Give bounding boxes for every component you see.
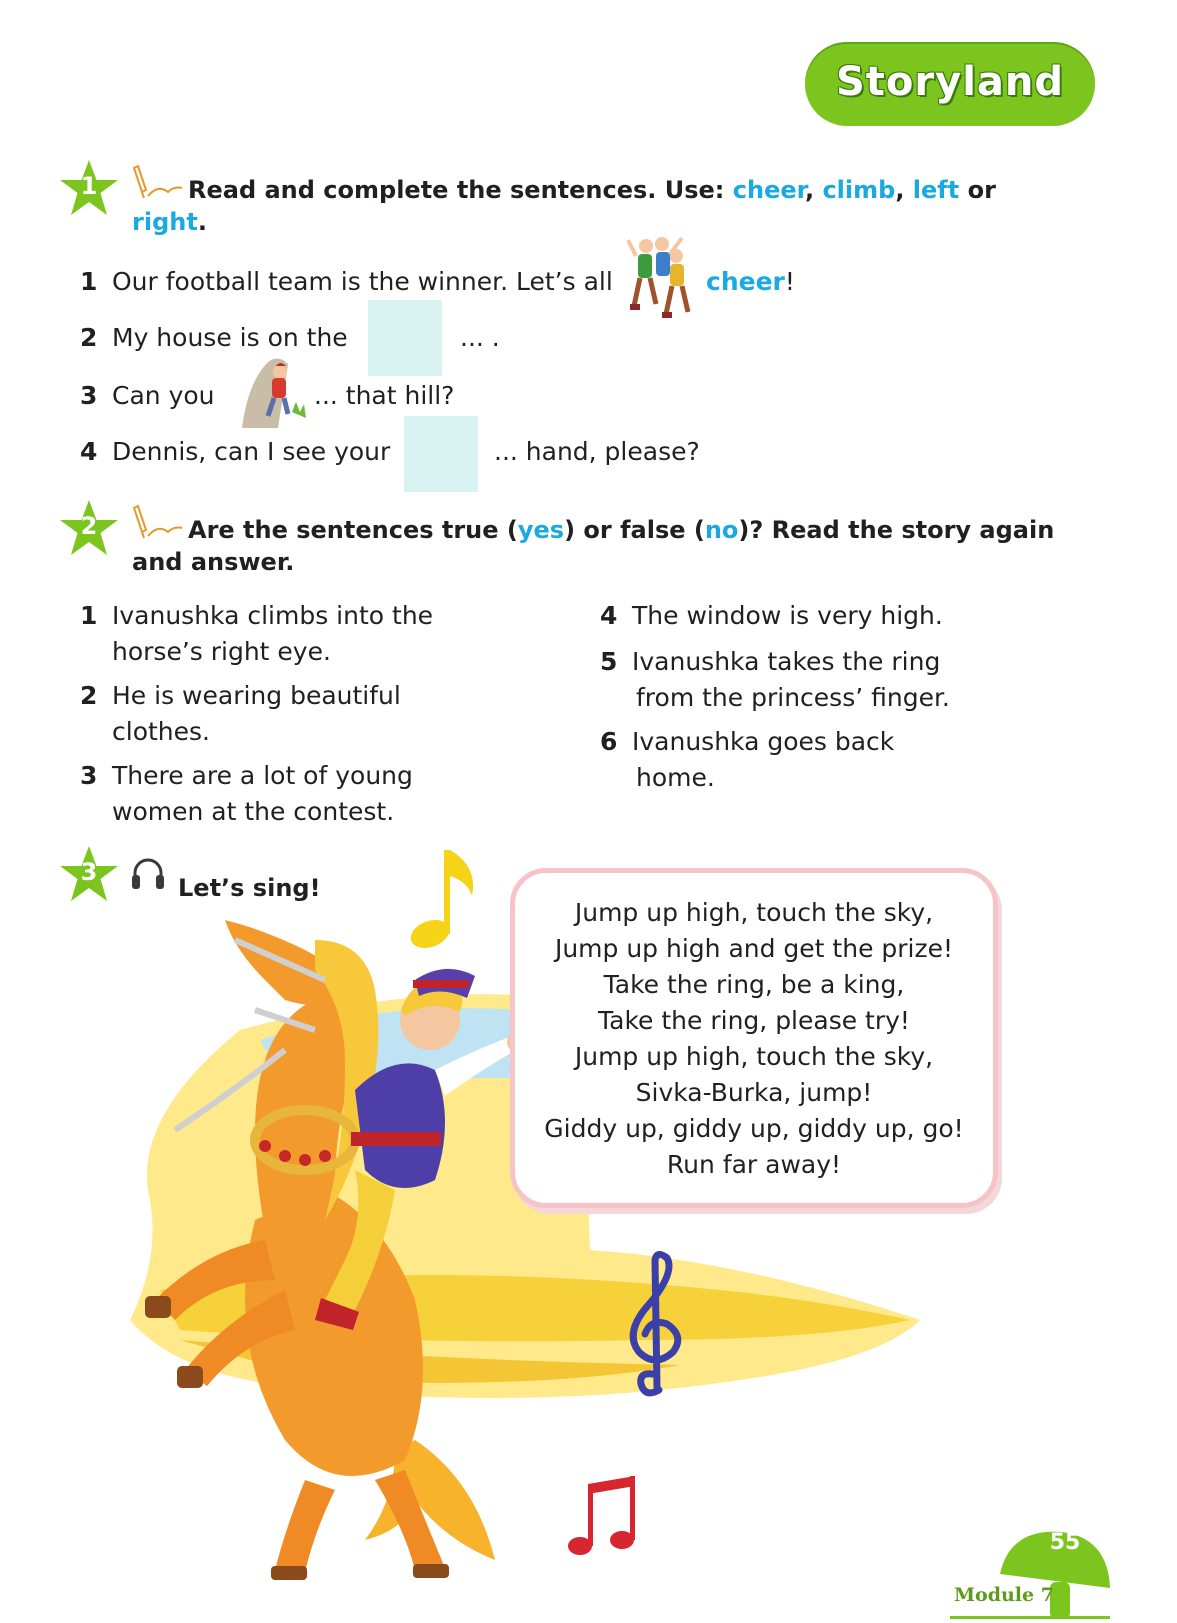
left-hand-picture-box <box>368 300 442 376</box>
cheering-children-picture <box>622 234 694 324</box>
item-text: Our football team is the winner. Let’s all <box>112 267 613 296</box>
word-no: no <box>704 516 739 544</box>
ex2-item-1 <box>80 598 433 670</box>
red-music-note-icon <box>566 1470 646 1560</box>
song-line: Run far away! <box>666 1150 842 1179</box>
exercise-2-number: 2 <box>80 512 98 540</box>
song-line: Jump up high, touch the sky, <box>574 1042 934 1071</box>
song-line: Sivka-Burka, jump! <box>635 1078 873 1107</box>
pencil-icon <box>128 162 186 202</box>
exercise-1-number: 1 <box>80 172 98 200</box>
song-line: Take the ring, be a king, <box>603 970 905 999</box>
exercise-1-instruction <box>188 174 996 206</box>
item-text: Can you <box>112 381 215 410</box>
storyland-badge <box>805 42 1095 126</box>
item-text: clothes. <box>112 717 210 746</box>
item-text: Ivanushka takes the ring <box>632 647 941 676</box>
horse-and-rider-illustration <box>115 920 545 1600</box>
separator: , <box>804 176 823 204</box>
word-left: left <box>912 176 960 204</box>
ex1-item-2 <box>80 320 348 356</box>
item-text: horse’s right eye. <box>112 637 331 666</box>
ex2-item-2 <box>80 678 401 750</box>
storyland-title: Storyland <box>835 59 1065 105</box>
pencil-icon <box>128 502 186 542</box>
item-number: 5 <box>600 647 618 676</box>
ex1-item-3-end: ... that hill? <box>314 381 455 410</box>
item-text: women at the contest. <box>112 797 395 826</box>
right-hand-picture-box <box>404 416 478 492</box>
item-text: He is wearing beautiful <box>112 681 401 710</box>
ex2-item-3 <box>80 758 413 830</box>
item-number: 2 <box>80 681 98 710</box>
item-text: There are a lot of young <box>112 761 413 790</box>
item-text: Ivanushka goes back <box>632 727 895 756</box>
exercise-2-star <box>58 498 120 560</box>
song-line: Take the ring, please try! <box>598 1006 910 1035</box>
item-number: 4 <box>80 437 98 466</box>
page-number: 55 <box>1049 1530 1081 1555</box>
separator: , <box>895 176 913 204</box>
item-text: Ivanushka climbs into the <box>112 601 434 630</box>
answer-cheer: cheer <box>706 267 785 296</box>
exercise-3-number: 3 <box>80 858 98 886</box>
item-text: from the princess’ finger. <box>636 683 950 712</box>
item-number: 1 <box>80 601 98 630</box>
song-line: Jump up high and get the prize! <box>554 934 954 963</box>
ex1-item-3 <box>80 378 215 414</box>
ex2-item-4 <box>600 598 943 634</box>
instruction-text: Read and complete the sentences. Use: <box>188 176 733 204</box>
ex1-item-2-end: ... . <box>460 323 500 352</box>
word-climb: climb <box>822 176 896 204</box>
word-yes: yes <box>517 516 565 544</box>
item-number: 6 <box>600 727 618 756</box>
word-cheer: cheer <box>732 176 805 204</box>
item-number: 1 <box>80 267 98 296</box>
climbing-boy-picture <box>238 352 310 432</box>
item-number: 3 <box>80 761 98 790</box>
ex1-item-1 <box>80 264 613 300</box>
item-text: ! <box>784 267 795 296</box>
item-number: 3 <box>80 381 98 410</box>
exercise-2-instruction <box>188 514 1054 546</box>
period: . <box>197 208 207 236</box>
song-line: Giddy up, giddy up, giddy up, go! <box>544 1114 964 1143</box>
instruction-text: Are the sentences true ( <box>188 516 518 544</box>
song-lyrics <box>515 895 993 1183</box>
item-text: home. <box>636 763 715 792</box>
song-lyrics-panel <box>510 868 998 1208</box>
item-text: My house is on the <box>112 323 348 352</box>
exercise-3-title: Let’s sing! <box>178 874 321 902</box>
word-right: right <box>132 208 198 236</box>
headphones-icon <box>130 856 166 892</box>
treble-clef-icon <box>615 1250 695 1400</box>
item-number: 4 <box>600 601 618 630</box>
separator: or <box>959 176 996 204</box>
exercise-2-instruction-line2: and answer. <box>132 548 295 576</box>
item-text: Dennis, can I see your <box>112 437 391 466</box>
module-label: Module 7 <box>954 1584 1054 1606</box>
item-text: The window is very high. <box>632 601 943 630</box>
ex1-item-4 <box>80 434 390 470</box>
item-number: 2 <box>80 323 98 352</box>
exercise-3-star <box>58 844 120 906</box>
ex1-item-4-end: ... hand, please? <box>494 437 700 466</box>
song-line: Jump up high, touch the sky, <box>574 898 934 927</box>
exercise-1-star <box>58 158 120 220</box>
instruction-text: )? Read the story again <box>738 516 1055 544</box>
ex2-item-6 <box>600 724 894 796</box>
instruction-text: ) or false ( <box>564 516 705 544</box>
ex2-item-5 <box>600 644 950 716</box>
exercise-1-instruction-line2 <box>132 206 207 238</box>
ex1-item-1-answer <box>706 264 795 300</box>
